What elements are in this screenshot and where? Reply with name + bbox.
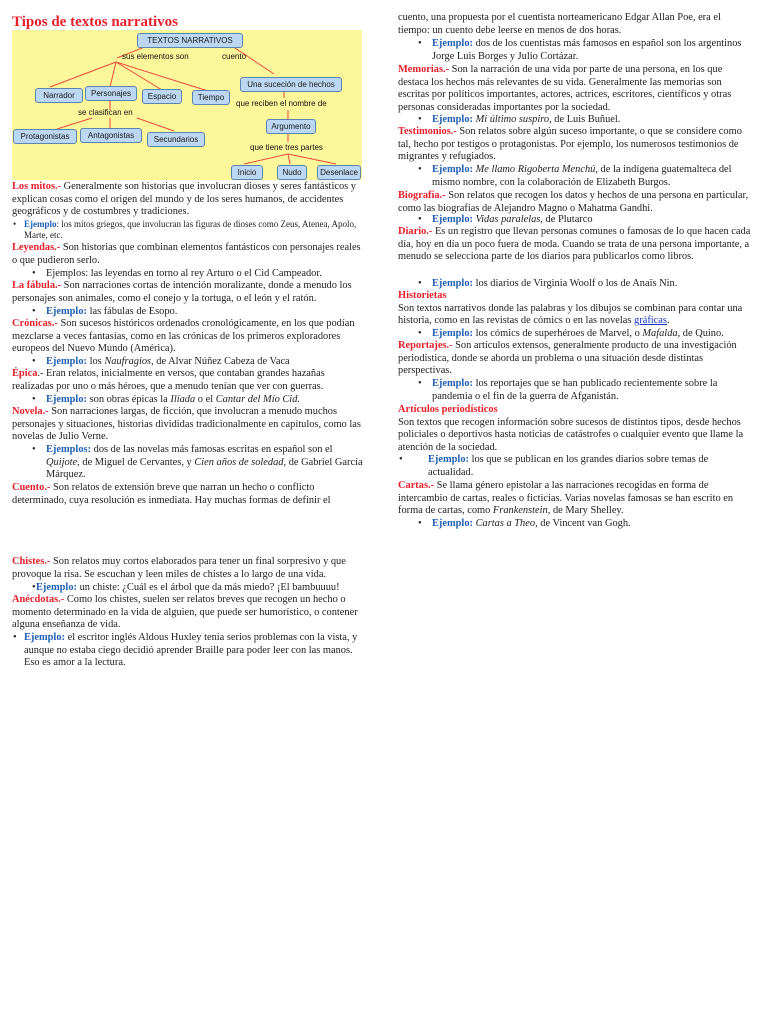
example-text-end: , de Quino. bbox=[677, 328, 724, 339]
novela-text: Son narraciones largas, de ficción, que involucran a menudo muchos personajes y situaciones, historias divididas tradicionalmente en capítulos, como las novelas de Julio Verne. bbox=[12, 406, 361, 443]
example-text-mid: o el bbox=[195, 394, 216, 405]
example-label: Ejemplo: bbox=[432, 114, 473, 125]
biografia-example-list bbox=[398, 214, 754, 227]
example-text-end: , de Gabriel García Márquez. bbox=[46, 456, 363, 481]
leyendas-text: Son historias que combinan elementos fantásticos con personajes reales o que pudieron serlo. bbox=[12, 242, 361, 266]
term-cartas: Cartas.- bbox=[398, 480, 435, 491]
section-cartas bbox=[398, 480, 754, 518]
list-item bbox=[12, 306, 368, 319]
list-item bbox=[12, 582, 368, 595]
diagram-node-espacio: Espacio bbox=[142, 89, 182, 104]
fabula-text: Son narraciones cortas de intención moralizante, donde a menudo los personajes son animales, como el conejo y la tortuga, o el león y el ratón. bbox=[12, 280, 352, 304]
cronicas-text: Son sucesos históricos ordenados cronológicamente, en los que podían mezclarse a veces fantasías, como en las crónicas de los primeros exploradores europeos del Nuevo Mundo (América). bbox=[12, 318, 355, 355]
section-cuento bbox=[12, 482, 368, 507]
articulos-example-list bbox=[398, 454, 754, 479]
diagram-label-classify: se clasifican en bbox=[78, 108, 133, 117]
section-chistes bbox=[12, 556, 368, 581]
section-leyendas bbox=[12, 242, 368, 267]
example-label: Ejemplo: bbox=[46, 356, 87, 367]
example-text: las fábulas de Esopo. bbox=[86, 306, 178, 317]
example-label: Ejemplos: bbox=[46, 444, 92, 455]
section-anecdotas bbox=[12, 594, 368, 632]
example-label: Ejemplo: bbox=[432, 164, 473, 175]
term-articulos: Artículos periodísticos bbox=[398, 404, 498, 415]
term-historietas: Historietas bbox=[398, 290, 447, 301]
example-text: : los mitos griegos, que involucran las figuras de dioses como Zeus, Atenea, Apolo, Marte, etc. bbox=[24, 219, 357, 241]
example-title: Cartas a Theo bbox=[472, 518, 536, 529]
example-label: Ejemplo: bbox=[24, 632, 65, 643]
term-memorias: Memorias.- bbox=[398, 64, 450, 75]
cuento-text: Son relatos de extensión breve que narran un hecho o conflicto determinado, cuya resolución es inmediata. Hay muchas formas de definir el bbox=[12, 482, 331, 506]
diagram-node-secundarios: Secundarios bbox=[147, 132, 205, 147]
page-title: Tipos de textos narrativos bbox=[12, 14, 178, 30]
list-item bbox=[12, 219, 368, 241]
example-title-iliada: Ilíada bbox=[170, 394, 196, 405]
articulos-text: Son textos que recogen información sobre sucesos de distintos tipos, desde hechos policiales o deportivos hasta noticias de catástrofes o cualquier evento que llame la atención de la sociedad. bbox=[398, 416, 744, 453]
example-text: dos de las novelas más famosas escritas en español son el bbox=[91, 444, 333, 455]
mitos-example-list bbox=[12, 219, 368, 241]
example-text-mid: , de Miguel de Cervantes, y bbox=[77, 456, 195, 468]
diagram-node-tiempo: Tiempo bbox=[192, 90, 230, 105]
term-biografia: Biografía.- bbox=[398, 190, 446, 201]
reportajes-text: Son artículos extensos, generalmente producto de una investigación periodística, donde se aborda un problema o una situación desde distintas perspectivas. bbox=[398, 340, 737, 377]
testimonios-example-list bbox=[398, 164, 754, 189]
example-label: Ejemplo: bbox=[432, 38, 473, 49]
term-diario: Diario.- bbox=[398, 226, 433, 237]
chistes-text: Son relatos muy cortos elaborados para tener un final sorpresivo y que provoque la risa. Se escuchan y leen miles de chistes a lo largo de una vida. bbox=[12, 556, 346, 580]
term-cuento: Cuento.- bbox=[12, 482, 51, 493]
example-text: los diarios de Virginia Woolf o los de Anaïs Nin. bbox=[472, 278, 678, 289]
example-label: Ejemplo bbox=[24, 219, 57, 229]
list-item bbox=[12, 394, 368, 407]
list-item bbox=[12, 632, 368, 670]
diagram-node-protagonistas: Protagonistas bbox=[13, 129, 77, 144]
historietas-end: . bbox=[666, 315, 670, 327]
section-memorias bbox=[398, 64, 754, 114]
example-title: Naufragios bbox=[104, 356, 152, 367]
example-label: Ejemplo: bbox=[432, 378, 473, 389]
term-anecdotas: Anécdotas.- bbox=[12, 594, 65, 605]
term-novela: Novela.- bbox=[12, 406, 49, 417]
section-cuento-continued bbox=[398, 12, 754, 37]
example-title: Me llamo Rigoberta Menchú bbox=[472, 164, 596, 175]
diagram-root-node: TEXTOS NARRATIVOS bbox=[137, 33, 243, 48]
cuento-continued-text: cuento, una propuesta por el cuentista norteamericano Edgar Allan Poe, era el tiempo: un cuento debe leerse en menos de dos horas. bbox=[398, 12, 721, 36]
diagram-label-cuento: cuento bbox=[222, 52, 247, 61]
example-label: Ejemplo: bbox=[428, 454, 469, 465]
epica-text: .- Eran relatos, inicialmente en versos, que contaban grandes hazañas realizadas por uno o más héroes, que a menudo tenían que ver con guerras. bbox=[12, 368, 325, 392]
diagram-node-nudo: Nudo bbox=[277, 165, 307, 180]
example-title-cid: Cantar del Mío Cid. bbox=[215, 394, 300, 405]
term-chistes: Chistes.- bbox=[12, 556, 51, 567]
example-text: dos de los cuentistas más famosos en español son los argentinos Jorge Luis Borges y Julio Cortázar. bbox=[432, 38, 742, 62]
list-item bbox=[398, 454, 754, 479]
term-mitos: Los mitos.- bbox=[12, 181, 62, 192]
section-testimonios bbox=[398, 126, 754, 164]
mitos-text: Generalmente son historias que involucran dioses y seres fantásticos y explican cosas como el origen del mundo y de los seres humanos, de accidentes geográficos y de costumbres y tradiciones. bbox=[12, 181, 356, 218]
list-item bbox=[12, 444, 368, 482]
diagram-node-sequence: Una suceción de hechos bbox=[240, 77, 342, 92]
section-fabula bbox=[12, 280, 368, 305]
example-text-end: , de Vincent van Gogh. bbox=[535, 518, 631, 529]
cartas-title: Frankenstein bbox=[492, 505, 548, 517]
example-label: Ejemplo: bbox=[432, 518, 473, 529]
example-text: son obras épicas la bbox=[86, 394, 171, 405]
historietas-text: Son textos narrativos donde las palabras y los dibujos se combinan para contar una historia, como en las revistas de cómics o en las novelas bbox=[398, 302, 743, 327]
diagram-node-inicio: Inicio bbox=[231, 165, 263, 180]
diagram-node-argumento: Argumento bbox=[266, 119, 316, 134]
link-graficas[interactable]: gráficas bbox=[634, 315, 667, 327]
section-diario bbox=[398, 226, 754, 264]
example-text-end: , de Alvar Núñez Cabeza de Vaca bbox=[151, 356, 290, 367]
diario-text: Es un registro que llevan personas comunes o famosas de lo que hacen cada día, hoy en día un poco fuera de moda. Cuando se trata de una persona importante, a menudo se selecciona parte de los diarios para publicarlos como libros. bbox=[398, 226, 751, 263]
diagram-node-desenlace: Desenlace bbox=[317, 165, 361, 180]
diagram-label-argument: que reciben el nombre de bbox=[236, 99, 327, 108]
example-text: Ejemplos: las leyendas en torno al rey Arturo o el Cid Campeador. bbox=[46, 268, 322, 279]
list-item bbox=[398, 328, 754, 341]
example-text-end: , de Plutarco bbox=[540, 214, 593, 225]
example-title-cien-anos: Cien años de soledad bbox=[194, 456, 284, 468]
cuento-example-list bbox=[398, 38, 754, 63]
memorias-text: Son la narración de una vida por parte de una persona, en los que destaca los hechos más relevantes de su vida. Generalmente las memorias son escritas por políticos importantes, actores, actrices, escritores, científicos y otras personas consideradas importantes por la sociedad. bbox=[398, 64, 732, 113]
example-title: Mafalda bbox=[642, 328, 678, 339]
example-label: Ejemplo: bbox=[46, 306, 87, 317]
example-label: Ejemplo: bbox=[36, 582, 77, 593]
example-title: Vidas paralelas bbox=[472, 214, 541, 225]
novela-example-list bbox=[12, 444, 368, 482]
biografia-text: Son relatos que recogen los datos y hechos de una persona en particular, como las biografías de Alejandro Magno o Mahatma Gandhi. bbox=[398, 190, 749, 214]
testimonios-text: Son relatos sobre algún suceso importante, o que se considere como tal, hecho por testigos o protagonistas. Por ejemplo, los numerosos testimonios de migrantes y refugiados. bbox=[398, 126, 742, 163]
example-text-end: , de Luis Buñuel. bbox=[549, 114, 621, 125]
section-articulos bbox=[398, 404, 754, 454]
example-text: los reportajes que se han publicado recientemente sobre la pandemia o el fin de la guerra de Afganistán. bbox=[432, 378, 718, 402]
example-text: los bbox=[86, 356, 105, 367]
section-novela bbox=[12, 406, 368, 444]
list-item bbox=[398, 114, 754, 127]
list-item bbox=[398, 38, 754, 63]
example-text: el escritor inglés Aldous Huxley tenía serios problemas con la vista, y aunque no estaba ciego decidió aprender Braille para poder leer con las manos. Eso es amor a la lectura. bbox=[24, 632, 358, 669]
diagram-label-elements: sus elementos son bbox=[122, 52, 189, 61]
list-item bbox=[398, 214, 754, 227]
example-label: Ejemplo: bbox=[46, 394, 87, 405]
list-item bbox=[12, 268, 368, 281]
diagram-node-personajes: Personajes bbox=[85, 86, 137, 101]
memorias-example-list bbox=[398, 114, 754, 127]
list-item bbox=[398, 378, 754, 403]
anecdotas-example-list bbox=[12, 632, 368, 670]
historietas-example-list bbox=[398, 328, 754, 341]
example-title: Mi último suspiro bbox=[472, 114, 550, 125]
cartas-text: Se llama género epistolar a las narraciones recogidas en forma de intercambio de cartas, reales o ficticias. Varias novelas famosas se han escrito en forma de cartas, como bbox=[398, 480, 734, 517]
cartas-example-list bbox=[398, 518, 754, 531]
example-label: Ejemplo: bbox=[432, 278, 473, 289]
term-reportajes: Reportajes.- bbox=[398, 340, 453, 351]
term-epica: Épica bbox=[12, 368, 38, 379]
diagram-node-narrador: Narrador bbox=[35, 88, 83, 103]
cartas-text-end: , de Mary Shelley. bbox=[547, 505, 624, 517]
term-cronicas: Crónicas.- bbox=[12, 318, 58, 329]
section-epica bbox=[12, 368, 368, 393]
term-testimonios: Testimonios.- bbox=[398, 126, 457, 137]
anecdotas-text: Como los chistes, suelen ser relatos breves que recogen un hecho o momento determinado en la vida de alguien, que puede ser humorístico, o contener alguna enseñanza de vida. bbox=[12, 594, 358, 631]
section-mitos bbox=[12, 181, 368, 219]
list-item bbox=[12, 356, 368, 369]
section-historietas bbox=[398, 290, 754, 328]
section-reportajes bbox=[398, 340, 754, 378]
list-item bbox=[398, 278, 754, 291]
term-leyendas: Leyendas.- bbox=[12, 242, 61, 253]
example-text: los que se publican en los grandes diarios sobre temas de actualidad. bbox=[428, 454, 709, 478]
example-label: Ejemplo: bbox=[432, 328, 473, 339]
concept-map-diagram bbox=[12, 30, 362, 180]
chistes-example-list bbox=[12, 582, 368, 595]
diagram-label-parts: que tiene tres partes bbox=[250, 143, 323, 152]
term-fabula: La fábula.- bbox=[12, 280, 62, 291]
diagram-node-antagonistas: Antagonistas bbox=[80, 128, 142, 143]
example-text-end: , de la indígena guatemalteca del mismo nombre, con la colaboración de Elizabeth Burgos. bbox=[432, 164, 732, 188]
epica-example-list bbox=[12, 394, 368, 407]
cronicas-example-list bbox=[12, 356, 368, 369]
section-biografia bbox=[398, 190, 754, 215]
leyendas-example-list bbox=[12, 268, 368, 281]
reportajes-example-list bbox=[398, 378, 754, 403]
diario-example-list bbox=[398, 278, 754, 291]
example-text: los cómics de superhéroes de Marvel, o bbox=[472, 328, 643, 339]
example-text: un chiste: ¿Cuál es el árbol que da más miedo? ¡El bambuuuu! bbox=[76, 582, 340, 593]
list-item bbox=[398, 164, 754, 189]
example-title-quijote: Quijote bbox=[46, 456, 78, 468]
list-item bbox=[398, 518, 754, 531]
section-cronicas bbox=[12, 318, 368, 356]
fabula-example-list bbox=[12, 306, 368, 319]
example-label: Ejemplo: bbox=[432, 214, 473, 225]
